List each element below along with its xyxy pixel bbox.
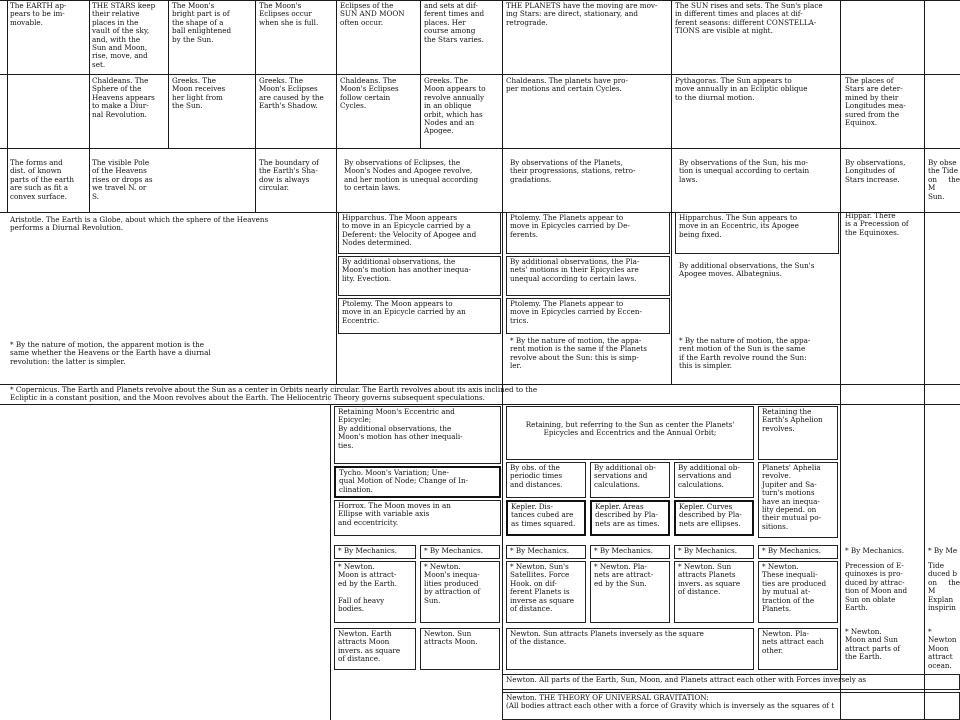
tide-observations-edge-cell: By obse the Tide on the M Sun. <box>928 159 960 201</box>
precession-equinoxes-cell: Hippar. There is a Precession of the Equinoxes. <box>845 212 909 237</box>
tycho-cell: Tycho. Moon's Variation; Une- qual Motion of Node; Change of In- clination. <box>334 466 501 498</box>
moon-shape-cell: The Moon's bright part is of the shape of a ball enlightened by the Sun. <box>172 2 232 44</box>
retaining-planets-cell: Retaining, but referring to the Sun as center the Planets' Epicycles and Eccentrics and the Annual Orbit; <box>506 406 754 460</box>
newton-mutual-attraction-cell: * Newton. These inequali- ties are produced by mutual at- traction of the Planets. <box>758 561 838 623</box>
newton-planets-attract-each-cell: Newton. Pla- nets attract each other. <box>758 628 838 670</box>
earth-rotation-note-cell: * By the nature of motion, the apparent motion is the same whether the Heavens or the Earth have a diurnal revolution: the latter is simpler. <box>10 341 211 366</box>
aristotle-cell: Aristotle. The Earth is a Globe, about which the sphere of the Heavens performs a Diurnal Revolution. <box>10 216 269 233</box>
chaldeans-eclipse-cycles-cell: Chaldeans. The Moon's Eclipses follow certain Cycles. <box>340 77 399 111</box>
moon-evection-cell: By additional observations, the Moon's motion has another inequa- lity. Evection. <box>338 256 501 296</box>
kepler-third-law-cell: Kepler. Dis- tances cubed are as times squared. <box>506 500 586 536</box>
horrox-cell: Horrox. The Moon moves in an Ellipse with variable axis and eccentricity. <box>334 500 501 536</box>
col-line-3 <box>168 0 169 148</box>
all-parts-attract-cell: Newton. All parts of the Earth, Sun, Moon, and Planets attract each other with Forces inversely as <box>502 674 960 690</box>
top-rule <box>0 0 960 1</box>
col-line-8 <box>671 0 672 384</box>
newton-tides-earth-cell: * Newton. Moon and Sun attract parts of the Earth. <box>845 628 901 662</box>
retaining-moon-cell: Retaining Moon's Eccentric and Epicycle; By additional observations, the Moon's motion has other inequali- ties. <box>334 406 501 464</box>
kepler-second-law-cell: Kepler. Areas described by Pla- nets are as times. <box>590 500 670 536</box>
col-line-1 <box>7 0 8 212</box>
col-line-10 <box>924 0 925 720</box>
planets-heliocentric-note-cell: * By the nature of motion, the appa- rent motion is the same if the Planets revolve about the Sun: this is simp- ler. <box>510 337 647 371</box>
areas-observations-cell: By additional ob- servations and calculations. <box>590 462 670 498</box>
ptolemy-planets-eccentrics-cell: Ptolemy. The Planets appear to move in Epicycles carried by Eccen- trics. <box>506 298 670 334</box>
mechanics-label-3: * By Mechanics. <box>506 545 586 559</box>
mechanics-label-2: * By Mechanics. <box>420 545 500 559</box>
hipparchus-moon-cell: Hipparchus. The Moon appears to move in an Epicycle carried by a Deferent: the Velocity of Apogee and Nodes determined. <box>338 212 501 254</box>
col-line-9 <box>840 0 841 720</box>
newton-planets-attracted-cell: * Newton. Pla- nets are attract- ed by the Sun. <box>590 561 670 623</box>
stars-cell: THE STARS keep their relative places in the vault of the sky, and, with the Sun and Moon, rise, move, and set. <box>92 2 156 69</box>
col-line-5 <box>336 0 337 384</box>
newton-moon-inequalities-cell: * Newton. Moon's inequa- lities produced by attraction of Sun. <box>420 561 500 623</box>
earth-figure-cell: The forms and dist. of known parts of the earth are such as fit a convex surface. <box>10 159 75 201</box>
greeks-moon-light-cell: Greeks. The Moon receives her light from the Sun. <box>172 77 226 111</box>
hipparchus-sun-cell: Hipparchus. The Sun appears to move in an Eccentric, its Apogee being fixed. <box>675 212 839 254</box>
col-line-2 <box>89 0 90 212</box>
periodic-times-cell: By obs. of the periodic times and distances. <box>506 462 586 498</box>
kepler-first-law-cell: Kepler. Curves described by Pla- nets are ellipses. <box>674 500 754 536</box>
curves-observations-cell: By additional ob- servations and calculations. <box>674 462 754 498</box>
mechanics-label-5: * By Mechanics. <box>674 545 754 559</box>
rule-copernicus-bottom <box>0 404 960 405</box>
star-places-cell: The places of Stars are deter- mined by their Longitudes mea- sured from the Equinox. <box>845 77 906 128</box>
col-line-left-lower <box>330 404 331 720</box>
col-line-6 <box>420 0 421 148</box>
mechanics-label-8: * By Me <box>928 547 958 555</box>
eclipse-observations-cell: By observations of Eclipses, the Moon's Nodes and Apogee revolve, and her motion is unequal according to certain laws. <box>344 159 479 193</box>
precession-cause-cell: Precession of E- quinoxes is pro- duced by attrac- tion of Moon and Sun on oblate Earth. <box>845 562 908 613</box>
newton-sun-attracts-moon-cell: Newton. Sun attracts Moon. <box>420 628 500 670</box>
rule-above-observations <box>0 148 960 149</box>
sun-seasons-cell: The SUN rises and sets. The Sun's place in different times and places at dif- ferent seasons: different CONSTELLA- TIONS are visible at night. <box>675 2 823 36</box>
mechanics-label-6: * By Mechanics. <box>758 545 838 559</box>
moon-course-cell: and sets at dif- ferent times and places. Her course among the Stars varies. <box>424 2 485 44</box>
planets-motion-cell: THE PLANETS have the moving are mov- ing Stars: are direct, stationary, and retrograde. <box>506 2 658 27</box>
chaldeans-planets-cell: Chaldeans. The planets have pro- per motions and certain Cycles. <box>506 77 628 94</box>
sun-moon-eclipses-cell: Eclipses of the SUN AND MOON often occur. <box>340 2 405 27</box>
earth-aphelion-cell: Retaining the Earth's Aphelion revolves. <box>758 406 838 460</box>
newton-sun-attracts-planets-cell: Newton. Sun attracts Planets inversely as the square of the distance. <box>506 628 754 670</box>
eclipses-full-cell: The Moon's Eclipses occur when she is full. <box>259 2 319 27</box>
sun-observations-cell: By observations of the Sun, his mo- tion is unequal according to certain laws. <box>679 159 810 184</box>
newton-moon-attracted-cell: * Newton. Moon is attract- ed by the Earth. Fall of heavy bodies. <box>334 561 416 623</box>
sun-apogee-moves-cell: By additional observations, the Sun's Apogee moves. Albategnius. <box>679 262 815 279</box>
mechanics-label-7: * By Mechanics. <box>845 547 904 555</box>
mechanics-label-1: * By Mechanics. <box>334 545 416 559</box>
pythagoras-cell: Pythagoras. The Sun appears to move annually in an Ecliptic oblique to the diurnal motion. <box>675 77 808 102</box>
universal-gravitation-cell: Newton. THE THEORY OF UNIVERSAL GRAVITATION: (All bodies attract each other with a force of Gravity which is inversely as the squares of t <box>502 692 960 720</box>
rule-below-top-row <box>0 74 960 75</box>
newton-satellites-cell: * Newton. Sun's Satellites. Force Hook. on dif- ferent Planets is inverse as square of distance. <box>506 561 586 623</box>
rule-copernicus-top <box>0 384 960 385</box>
planet-observations-cell: By observations of the Planets, their progressions, stations, retro- gradations. <box>510 159 636 184</box>
tide-explanation-edge-cell: Tide duced b on the M Explan inspirin <box>928 562 960 613</box>
col-line-7 <box>502 0 503 720</box>
star-longitudes-cell: By observations, Longitudes of Stars increase. <box>845 159 906 184</box>
copernicus-cell: * Copernicus. The Earth and Planets revolve about the Sun as a center in Orbits nearly circular. The Earth revolves about its axis inclined to the Ecliptic in a constant position, and the Moon revolves about the Earth. The Heliocentric Theory governs subsequent speculations. <box>10 386 538 403</box>
ptolemy-planets-epicycles-cell: Ptolemy. The Planets appear to move in Epicycles carried by De- ferents. <box>506 212 670 254</box>
chaldeans-sphere-cell: Chaldeans. The Sphere of the Heavens appears to make a Diur- nal Revolution. <box>92 77 155 119</box>
newton-tides-ocean-edge-cell: * Newton Moon attract ocean. <box>928 628 957 670</box>
visible-pole-cell: The visible Pole of the Heavens rises or drops as we travel N. or S. <box>92 159 153 201</box>
planet-aphelia-cell: Planets' Aphelia revolve. Jupiter and Sa- turn's motions have an inequa- lity depend. on their mutual po- sitions. <box>758 462 838 538</box>
greeks-eclipse-cell: Greeks. The Moon's Eclipses are caused by the Earth's Shadow. <box>259 77 324 111</box>
shadow-boundary-cell: The boundary of the Earth's Sha- dow is always circular. <box>259 159 319 193</box>
sun-heliocentric-note-cell: * By the nature of motion, the appa- rent motion of the Sun is the same if the Earth revolve round the Sun: this is simpler. <box>679 337 811 371</box>
greeks-moon-orbit-cell: Greeks. The Moon appears to revolve annually in an oblique orbit, which has Nodes and an Apogee. <box>424 77 486 136</box>
newton-inverse-square-cell: * Newton. Sun attracts Planets invers. as square of distance. <box>674 561 754 623</box>
planet-inequalities-cell: By additional observations, the Pla- nets' motions in their Epicycles are unequal according to certain laws. <box>506 256 670 296</box>
col-line-4 <box>255 0 256 212</box>
ptolemy-moon-cell: Ptolemy. The Moon appears to move in an Epicycle carried by an Eccentric. <box>338 298 501 334</box>
mechanics-label-4: * By Mechanics. <box>590 545 670 559</box>
earth-immovable-cell: The EARTH ap- pears to be im- movable. <box>10 2 67 27</box>
newton-earth-attracts-moon-cell: Newton. Earth attracts Moon invers. as square of distance. <box>334 628 416 670</box>
